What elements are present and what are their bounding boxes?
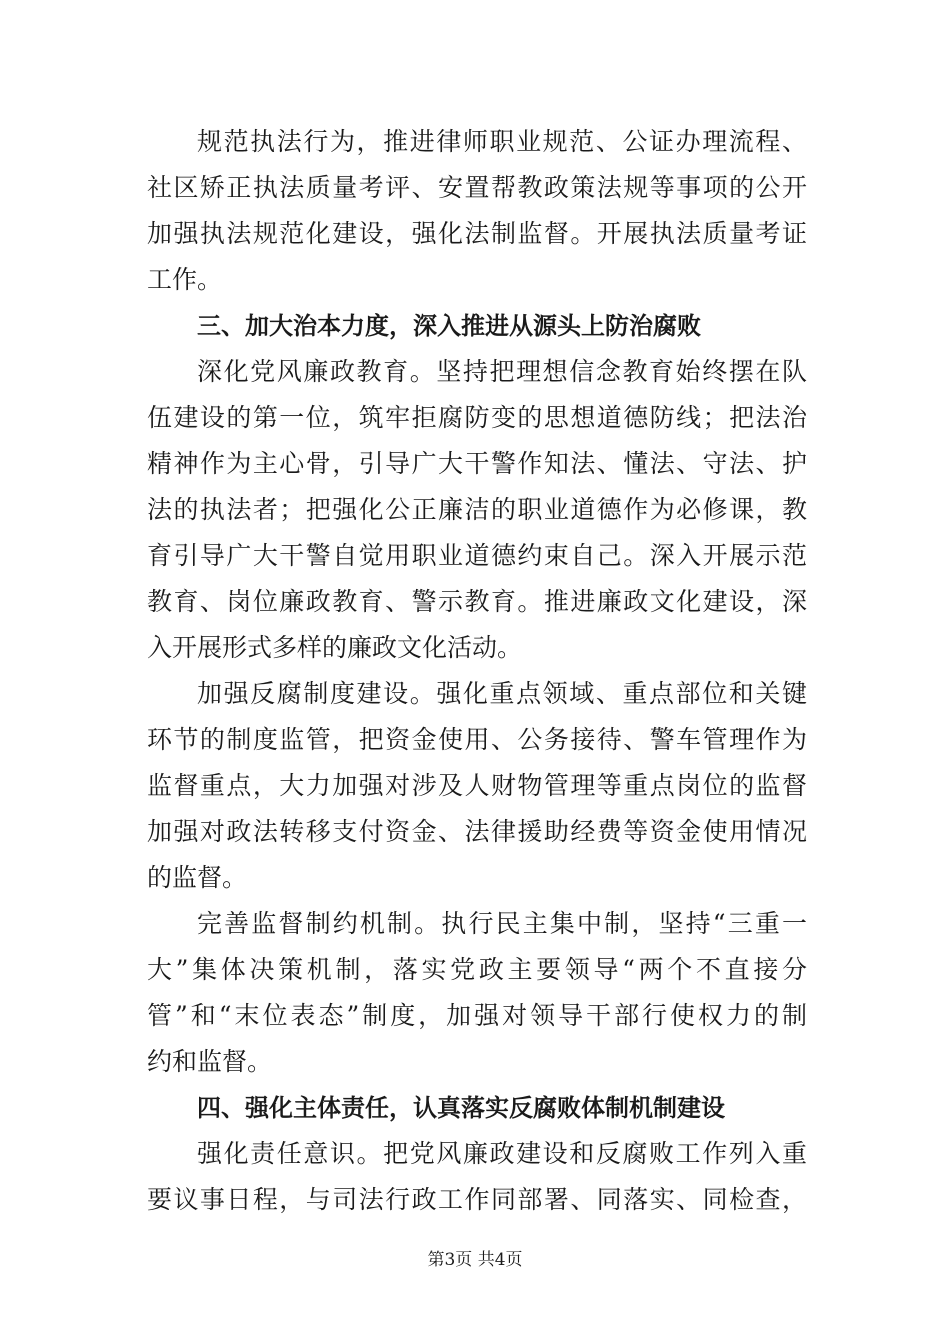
text-line: 教育、岗位廉政教育、警示教育。推进廉政文化建设，深 [147,587,807,616]
text-line: 社区矫正执法质量考评、安置帮教政策法规等事项的公开 [147,173,807,202]
text-line: 监督重点，大力加强对涉及人财物管理等重点岗位的监督 [147,771,807,800]
text-line: 强化责任意识。把党风廉政建设和反腐败工作列入重 [197,1139,807,1168]
text-line: 要议事日程，与司法行政工作同部署、同落实、同检查， [147,1185,807,1214]
text-line: 工作。 [147,265,223,294]
page-footer: 第3页 共4页 [427,1250,523,1270]
text-line: 大”集体决策机制，落实党政主要领导“两个不直接分 [147,955,807,984]
text-line: 约和监督。 [147,1047,273,1076]
section-heading: 三、加大治本力度，深入推进从源头上防治腐败 [197,312,701,340]
section-heading: 四、强化主体责任，认真落实反腐败体制机制建设 [197,1094,725,1122]
text-line: 的监督。 [147,863,248,892]
text-line: 精神作为主心骨，引导广大干警作知法、懂法、守法、护 [147,449,807,478]
text-line: 管”和“末位表态”制度，加强对领导干部行使权力的制 [147,1001,807,1030]
text-line: 加强执法规范化建设，强化法制监督。开展执法质量考证 [147,219,807,248]
text-line: 育引导广大干警自觉用职业道德约束自己。深入开展示范 [147,541,807,570]
text-line: 入开展形式多样的廉政文化活动。 [147,633,523,662]
text-line: 深化党风廉政教育。坚持把理想信念教育始终摆在队 [197,357,807,386]
text-line: 完善监督制约机制。执行民主集中制，坚持“三重一 [197,909,807,938]
text-line: 加强对政法转移支付资金、法律援助经费等资金使用情况 [147,817,807,846]
text-line: 法的执法者；把强化公正廉洁的职业道德作为必修课，教 [147,495,807,524]
text-line: 加强反腐制度建设。强化重点领域、重点部位和关键 [197,679,807,708]
document-body [147,119,807,1223]
text-line: 规范执法行为，推进律师职业规范、公证办理流程、 [197,127,807,156]
text-line: 伍建设的第一位，筑牢拒腐防变的思想道德防线；把法治 [147,403,807,432]
text-line: 环节的制度监管，把资金使用、公务接待、警车管理作为 [147,725,807,754]
